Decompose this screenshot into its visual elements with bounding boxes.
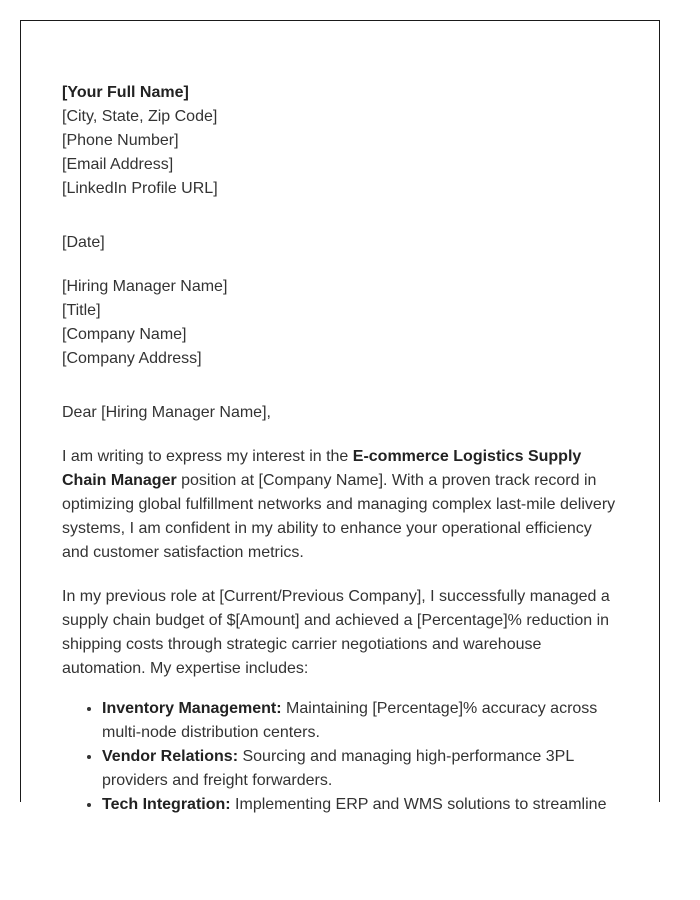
sender-email: [Email Address] (62, 156, 174, 173)
recipient-title: [Title] (62, 302, 101, 319)
letter-content (62, 81, 622, 817)
expertise-label: Vendor Relations: (102, 748, 239, 765)
letter-date: [Date] (62, 234, 105, 251)
sender-block (62, 81, 622, 201)
sender-name: [Your Full Name] (62, 84, 189, 101)
sender-linkedin: [LinkedIn Profile URL] (62, 180, 218, 197)
experience-paragraph: In my previous role at [Current/Previous Company], I successfully managed a supply chain budget of $[Amount] and achieved a [Percentage]% reduction in shipping costs through strategic carrier negotiations and warehouse automation. My expertise includes: (62, 588, 610, 677)
expertise-item-vendor (102, 745, 622, 793)
sender-phone: [Phone Number] (62, 132, 179, 149)
intro-text-after: position at [Company Name]. With a proven track record in optimizing global fulfillment networks and managing complex last-mile delivery systems, I am confident in my ability to enhance your operational efficiency and customer satisfaction metrics. (62, 472, 616, 561)
letter-page (20, 20, 660, 813)
expertise-label: Tech Integration: (102, 796, 231, 813)
expertise-text: Sourcing and managing high-performance 3PL providers and freight forwarders. (102, 748, 574, 789)
position-title: E-commerce Logistics Supply Chain Manager (62, 448, 582, 489)
intro-paragraph (62, 445, 622, 565)
recipient-company: [Company Name] (62, 326, 187, 343)
recipient-hiring-manager: [Hiring Manager Name] (62, 278, 228, 295)
expertise-item-tech (102, 793, 622, 817)
recipient-address: [Company Address] (62, 350, 202, 367)
salutation: Dear [Hiring Manager Name], (62, 404, 271, 421)
intro-text-before: I am writing to express my interest in the (62, 448, 353, 465)
expertise-list (62, 697, 622, 817)
sender-city-state-zip: [City, State, Zip Code] (62, 108, 218, 125)
expertise-text: Implementing ERP and WMS solutions to streamline (230, 796, 607, 813)
expertise-text: Maintaining [Percentage]% accuracy across multi-node distribution centers. (102, 700, 598, 741)
recipient-block (62, 275, 622, 371)
date-block (62, 231, 622, 255)
expertise-label: Inventory Management: (102, 700, 282, 717)
expertise-item-inventory (102, 697, 622, 745)
